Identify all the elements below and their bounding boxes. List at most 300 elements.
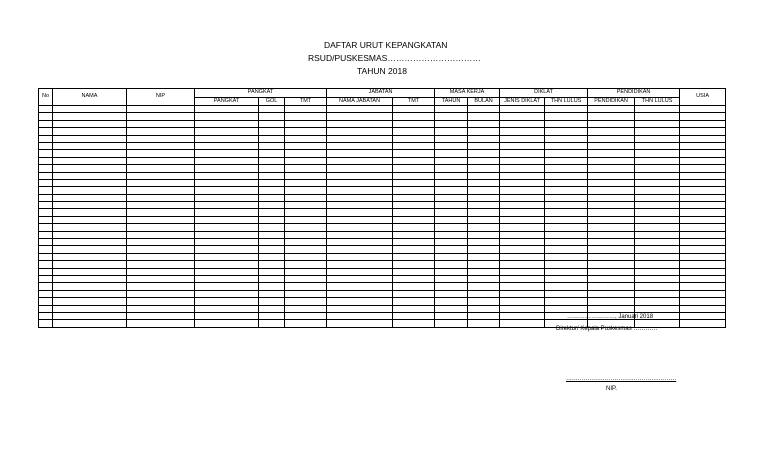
table-cell: [53, 135, 127, 142]
table-cell: [393, 261, 435, 268]
table-cell: [327, 268, 393, 275]
table-cell: [680, 187, 726, 194]
table-cell: [468, 216, 500, 223]
table-cell: [545, 202, 588, 209]
table-cell: [327, 135, 393, 142]
table-cell: [259, 290, 285, 297]
table-cell: [195, 113, 259, 120]
table-cell: [393, 246, 435, 253]
table-cell: [588, 157, 635, 164]
table-cell: [680, 224, 726, 231]
table-cell: [393, 275, 435, 282]
table-cell: [393, 231, 435, 238]
table-row: [39, 239, 726, 246]
table-cell: [195, 305, 259, 312]
table-cell: [39, 216, 53, 223]
table-cell: [127, 128, 195, 135]
table-cell: [53, 320, 127, 327]
table-cell: [545, 106, 588, 113]
subheader-nama-jabatan: NAMA JABATAN: [327, 98, 393, 106]
table-cell: [635, 135, 680, 142]
table-cell: [500, 275, 545, 282]
table-cell: [39, 320, 53, 327]
table-cell: [39, 312, 53, 319]
table-cell: [393, 106, 435, 113]
table-cell: [393, 165, 435, 172]
table-cell: [635, 246, 680, 253]
table-cell: [500, 179, 545, 186]
table-cell: [259, 216, 285, 223]
table-cell: [53, 157, 127, 164]
table-cell: [545, 142, 588, 149]
table-cell: [468, 128, 500, 135]
table-cell: [195, 216, 259, 223]
table-cell: [327, 179, 393, 186]
table-cell: [435, 202, 468, 209]
table-cell: [195, 209, 259, 216]
table-cell: [435, 106, 468, 113]
subheader-gol: GOL: [259, 98, 285, 106]
table-cell: [259, 120, 285, 127]
table-cell: [588, 275, 635, 282]
table-cell: [468, 305, 500, 312]
table-cell: [259, 113, 285, 120]
table-cell: [435, 275, 468, 282]
table-cell: [195, 253, 259, 260]
table-cell: [39, 246, 53, 253]
table-cell: [545, 290, 588, 297]
table-cell: [435, 246, 468, 253]
table-cell: [195, 275, 259, 282]
subheader-bulan: BULAN: [468, 98, 500, 106]
table-cell: [468, 135, 500, 142]
table-cell: [39, 290, 53, 297]
table-cell: [285, 157, 327, 164]
table-row: [39, 142, 726, 149]
table-cell: [545, 246, 588, 253]
table-cell: [680, 216, 726, 223]
table-cell: [393, 305, 435, 312]
table-cell: [680, 283, 726, 290]
header-masa-kerja-group: MASA KERJA: [435, 89, 500, 98]
table-cell: [680, 312, 726, 319]
table-cell: [468, 261, 500, 268]
table-cell: [195, 135, 259, 142]
table-cell: [195, 194, 259, 201]
table-cell: [327, 128, 393, 135]
table-cell: [435, 120, 468, 127]
table-cell: [635, 113, 680, 120]
subheader-thn-lulus-pendidikan: THN LULUS: [635, 98, 680, 106]
table-cell: [53, 194, 127, 201]
table-cell: [39, 172, 53, 179]
table-cell: [393, 120, 435, 127]
table-cell: [500, 165, 545, 172]
footer-signatory: Direktur/ Kepala Puskesmas …………: [556, 326, 658, 332]
table-row: [39, 179, 726, 186]
table-cell: [259, 202, 285, 209]
table-cell: [588, 268, 635, 275]
table-cell: [39, 202, 53, 209]
table-cell: [285, 165, 327, 172]
table-cell: [393, 320, 435, 327]
table-cell: [195, 246, 259, 253]
table-cell: [259, 135, 285, 142]
table-cell: [545, 261, 588, 268]
table-cell: [259, 224, 285, 231]
table-cell: [435, 261, 468, 268]
table-cell: [635, 165, 680, 172]
table-cell: [39, 135, 53, 142]
table-cell: [53, 179, 127, 186]
table-cell: [285, 261, 327, 268]
table-cell: [53, 172, 127, 179]
table-cell: [500, 283, 545, 290]
table-cell: [588, 128, 635, 135]
table-row: [39, 253, 726, 260]
table-cell: [468, 246, 500, 253]
table-cell: [53, 239, 127, 246]
table-cell: [545, 283, 588, 290]
table-cell: [53, 187, 127, 194]
table-cell: [588, 179, 635, 186]
table-cell: [545, 128, 588, 135]
table-cell: [635, 172, 680, 179]
table-cell: [635, 106, 680, 113]
table-cell: [588, 216, 635, 223]
table-cell: [327, 165, 393, 172]
table-cell: [588, 150, 635, 157]
table-cell: [393, 253, 435, 260]
table-cell: [435, 157, 468, 164]
subheader-tmt-jabatan: TMT: [393, 98, 435, 106]
table-cell: [500, 305, 545, 312]
table-cell: [468, 268, 500, 275]
table-cell: [39, 261, 53, 268]
table-cell: [468, 320, 500, 327]
table-cell: [545, 275, 588, 282]
table-cell: [285, 194, 327, 201]
table-row: [39, 113, 726, 120]
table-cell: [680, 290, 726, 297]
title-line-1: DAFTAR URUT KEPANGKATAN: [324, 40, 448, 50]
table-cell: [285, 298, 327, 305]
header-usia: USIA: [680, 89, 726, 106]
table-cell: [435, 305, 468, 312]
table-cell: [285, 187, 327, 194]
table-cell: [680, 106, 726, 113]
table-cell: [468, 165, 500, 172]
table-cell: [285, 246, 327, 253]
table-cell: [53, 298, 127, 305]
table-cell: [635, 179, 680, 186]
table-cell: [259, 106, 285, 113]
table-cell: [393, 209, 435, 216]
table-cell: [635, 194, 680, 201]
table-cell: [285, 172, 327, 179]
table-cell: [468, 298, 500, 305]
table-cell: [435, 283, 468, 290]
table-cell: [680, 194, 726, 201]
table-cell: [327, 157, 393, 164]
table-cell: [195, 172, 259, 179]
table-row: [39, 261, 726, 268]
table-cell: [285, 275, 327, 282]
table-cell: [588, 194, 635, 201]
table-cell: [680, 142, 726, 149]
seniority-table: [38, 88, 726, 328]
table-cell: [468, 283, 500, 290]
table-cell: [435, 142, 468, 149]
table-row: [39, 194, 726, 201]
table-cell: [127, 113, 195, 120]
table-cell: [127, 120, 195, 127]
table-cell: [127, 142, 195, 149]
table-cell: [285, 142, 327, 149]
table-cell: [435, 165, 468, 172]
header-diklat-group: DIKLAT: [500, 89, 588, 98]
table-cell: [435, 172, 468, 179]
table-cell: [680, 120, 726, 127]
table-cell: [545, 216, 588, 223]
table-cell: [39, 142, 53, 149]
table-cell: [635, 239, 680, 246]
table-cell: [635, 298, 680, 305]
table-cell: [195, 312, 259, 319]
table-cell: [468, 194, 500, 201]
table-cell: [259, 275, 285, 282]
table-cell: [435, 179, 468, 186]
table-cell: [393, 298, 435, 305]
title-line-2: RSUD/PUSKESMAS……………………………: [308, 53, 481, 63]
table-cell: [680, 320, 726, 327]
table-cell: [435, 239, 468, 246]
table-cell: [127, 298, 195, 305]
table-row: [39, 120, 726, 127]
table-row: [39, 275, 726, 282]
table-cell: [53, 150, 127, 157]
table-cell: [127, 312, 195, 319]
table-cell: [500, 239, 545, 246]
table-cell: [285, 216, 327, 223]
table-cell: [285, 268, 327, 275]
table-cell: [588, 135, 635, 142]
table-cell: [635, 224, 680, 231]
table-body: [39, 106, 726, 328]
table-cell: [635, 275, 680, 282]
table-cell: [195, 224, 259, 231]
table-cell: [468, 142, 500, 149]
table-cell: [53, 231, 127, 238]
table-cell: [545, 113, 588, 120]
table-cell: [635, 216, 680, 223]
table-cell: [500, 224, 545, 231]
table-cell: [259, 165, 285, 172]
table-row: [39, 305, 726, 312]
table-cell: [635, 128, 680, 135]
table-cell: [39, 128, 53, 135]
table-cell: [195, 320, 259, 327]
table-cell: [39, 253, 53, 260]
table-cell: [327, 172, 393, 179]
table-cell: [53, 246, 127, 253]
table-cell: [468, 179, 500, 186]
table-cell: [53, 268, 127, 275]
table-cell: [393, 142, 435, 149]
table-cell: [635, 142, 680, 149]
table-cell: [545, 253, 588, 260]
header-jabatan-group: JABATAN: [327, 89, 435, 98]
table-cell: [468, 224, 500, 231]
table-cell: [327, 150, 393, 157]
table-cell: [53, 224, 127, 231]
table-cell: [195, 298, 259, 305]
table-cell: [588, 246, 635, 253]
table-cell: [393, 239, 435, 246]
table-cell: [327, 283, 393, 290]
table-cell: [468, 209, 500, 216]
table-cell: [468, 231, 500, 238]
footer-date: ……………………, Januari 2018: [567, 314, 654, 320]
table-cell: [195, 150, 259, 157]
table-cell: [393, 179, 435, 186]
table-cell: [195, 290, 259, 297]
table-cell: [500, 172, 545, 179]
table-cell: [435, 216, 468, 223]
table-row: [39, 187, 726, 194]
table-cell: [195, 128, 259, 135]
table-cell: [259, 187, 285, 194]
table-cell: [53, 261, 127, 268]
table-cell: [680, 202, 726, 209]
table-cell: [285, 202, 327, 209]
header-pangkat-group: PANGKAT: [195, 89, 327, 98]
header-no: No: [39, 89, 53, 106]
table-cell: [545, 120, 588, 127]
table-cell: [500, 120, 545, 127]
table-cell: [39, 283, 53, 290]
table-cell: [393, 135, 435, 142]
table-cell: [393, 202, 435, 209]
table-cell: [635, 157, 680, 164]
table-cell: [327, 142, 393, 149]
table-cell: [680, 253, 726, 260]
table-cell: [259, 239, 285, 246]
table-cell: [195, 202, 259, 209]
table-cell: [327, 275, 393, 282]
table-cell: [327, 194, 393, 201]
table-cell: [259, 312, 285, 319]
table-cell: [635, 305, 680, 312]
header-nip: NIP: [127, 89, 195, 106]
table-cell: [285, 150, 327, 157]
table-cell: [680, 150, 726, 157]
table-cell: [259, 305, 285, 312]
table-cell: [393, 113, 435, 120]
table-cell: [195, 231, 259, 238]
table-cell: [435, 187, 468, 194]
table-cell: [259, 246, 285, 253]
table-cell: [680, 135, 726, 142]
table-cell: [285, 312, 327, 319]
table-cell: [285, 209, 327, 216]
table-cell: [53, 120, 127, 127]
table-row: [39, 231, 726, 238]
table-cell: [127, 224, 195, 231]
table-cell: [435, 253, 468, 260]
table-cell: [500, 246, 545, 253]
table-cell: [500, 135, 545, 142]
table-cell: [327, 224, 393, 231]
table-cell: [39, 150, 53, 157]
table-cell: [680, 275, 726, 282]
table-cell: [259, 261, 285, 268]
table-cell: [500, 194, 545, 201]
table-cell: [468, 253, 500, 260]
table-cell: [53, 253, 127, 260]
table-cell: [327, 113, 393, 120]
table-cell: [500, 150, 545, 157]
table-cell: [435, 268, 468, 275]
table-cell: [435, 312, 468, 319]
subheader-pendidikan: PENDIDIKAN: [588, 98, 635, 106]
table-cell: [53, 113, 127, 120]
table-cell: [195, 142, 259, 149]
table-cell: [39, 187, 53, 194]
table-cell: [127, 150, 195, 157]
table-cell: [588, 209, 635, 216]
table-cell: [285, 224, 327, 231]
table-cell: [259, 268, 285, 275]
table-cell: [545, 224, 588, 231]
table-cell: [53, 142, 127, 149]
header-nama: NAMA: [53, 89, 127, 106]
table-cell: [285, 135, 327, 142]
table-cell: [500, 187, 545, 194]
table-cell: [127, 179, 195, 186]
table-row: [39, 224, 726, 231]
table-cell: [635, 150, 680, 157]
table-cell: [588, 120, 635, 127]
table-cell: [680, 172, 726, 179]
table-cell: [588, 253, 635, 260]
header-pendidikan-group: PENDIDIKAN: [588, 89, 680, 98]
table-cell: [327, 246, 393, 253]
table-cell: [53, 305, 127, 312]
table-cell: [327, 298, 393, 305]
table-cell: [500, 142, 545, 149]
table-cell: [127, 209, 195, 216]
table-cell: [635, 253, 680, 260]
table-cell: [127, 283, 195, 290]
table-cell: [53, 165, 127, 172]
table-cell: [545, 194, 588, 201]
table-cell: [285, 231, 327, 238]
table-row: [39, 157, 726, 164]
table-cell: [393, 216, 435, 223]
table-cell: [53, 128, 127, 135]
subheader-tmt-pangkat: TMT: [285, 98, 327, 106]
table-cell: [195, 157, 259, 164]
table-cell: [327, 320, 393, 327]
table-row: [39, 106, 726, 113]
table-cell: [545, 298, 588, 305]
table-cell: [393, 157, 435, 164]
table-cell: [285, 120, 327, 127]
table-row: [39, 209, 726, 216]
table-cell: [635, 290, 680, 297]
table-cell: [259, 142, 285, 149]
